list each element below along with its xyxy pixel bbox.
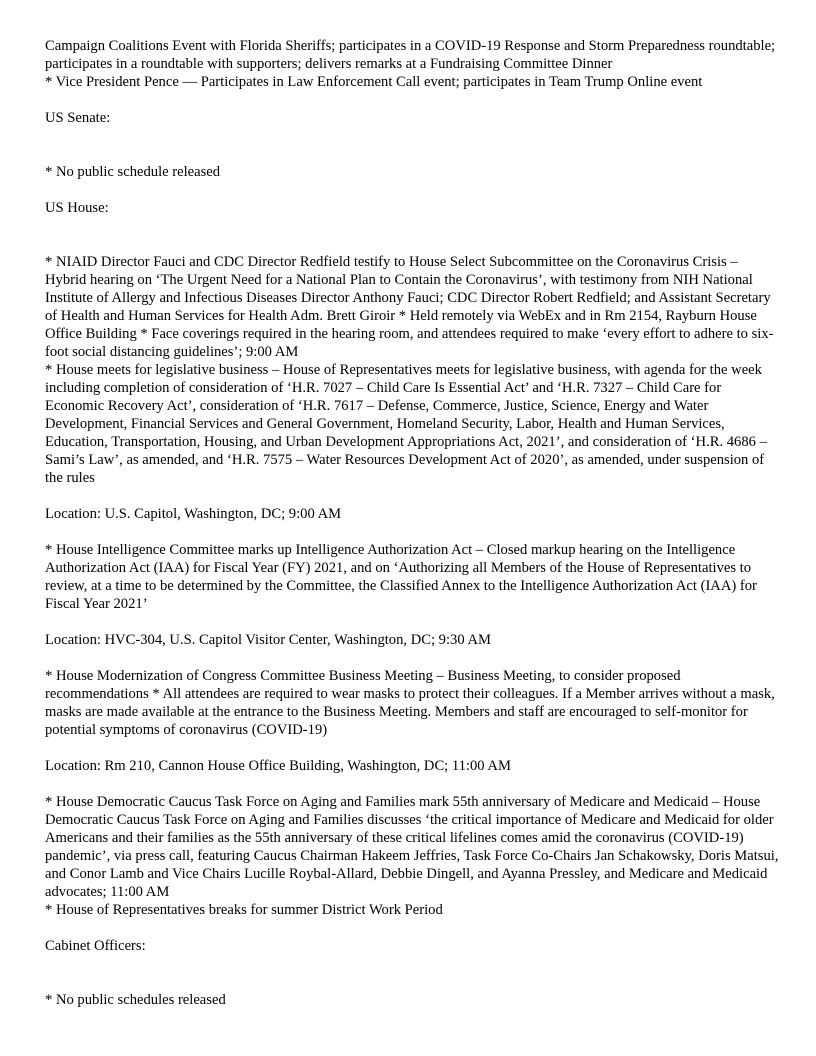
cabinet-item: * No public schedules released: [45, 992, 226, 1008]
district-work-period-text: * House of Representatives breaks for summer District Work Period: [45, 902, 443, 918]
modernization-meeting-text: * House Modernization of Congress Committee Business Meeting – Business Meeting, to consider proposed recommendations * All attendees are required to wear masks to protect their colleagues. If a Member arrives without a mask, masks are made available at the entrance to the Business Meeting. Members and staff are encouraged to self-monitor for potential symptoms of coronavirus (COVID-19): [45, 668, 775, 738]
campaign-events-text: Campaign Coalitions Event with Florida Sheriffs; participates in a COVID-19 Response and Storm Preparedness roundtable; participates in a roundtable with supporters; delivers remarks at a Fundraising Committee Dinner: [45, 38, 776, 72]
house-items-group-2: [45, 793, 780, 919]
fauci-redfield-hearing-text: * NIAID Director Fauci and CDC Director Redfield testify to House Select Subcommittee on the Coronavirus Crisis – Hybrid hearing on ‘The Urgent Need for a National Plan to Contain the Coronavirus’, with testimony from NIH National Institute of Allergy and Infectious Diseases Director Anthony Fauci; CDC Director Robert Redfield; and Assistant Secretary of Health and Human Services for Health Adm. Brett Giroir * Held remotely via WebEx and in Rm 2154, Rayburn House Office Building * Face coverings required in the hearing room, and attendees required to make ‘every effort to adhere to six-foot social distancing guidelines’; 9:00 AM: [45, 254, 774, 360]
spacer: [45, 145, 780, 163]
cabinet-heading: Cabinet Officers:: [45, 938, 146, 954]
top-block: [45, 37, 780, 91]
medicare-anniversary-text: * House Democratic Caucus Task Force on Aging and Families mark 55th anniversary of Medicare and Medicaid – House Democratic Caucus Task Force on Aging and Families discusses ‘the critical importance of Medicare and Medicaid for older Americans and their families as the 55th anniversary of these critical lifelines comes amid the coronavirus (COVID-19) pandemic’, via press call, featuring Caucus Chairman Hakeem Jeffries, Task Force Co-Chairs Jan Schakowsky, Doris Matsui, and Conor Lamb and Vice Chairs Lucille Roybal-Allard, Debbie Dingell, and Ayanna Pressley, and Medicare and Medicaid advocates; 11:00 AM: [45, 794, 779, 900]
vice-president-schedule-text: * Vice President Pence — Participates in Law Enforcement Call event; participates in Team Trump Online event: [45, 74, 703, 90]
spacer: [45, 235, 780, 253]
location-hvc: Location: HVC-304, U.S. Capitol Visitor Center, Washington, DC; 9:30 AM: [45, 632, 491, 648]
document-page: [45, 37, 780, 1027]
spacer: [45, 973, 780, 991]
location-cannon: Location: Rm 210, Cannon House Office Building, Washington, DC; 11:00 AM: [45, 758, 511, 774]
location-capitol: Location: U.S. Capitol, Washington, DC; 9:00 AM: [45, 506, 342, 522]
senate-heading: US Senate:: [45, 110, 111, 126]
house-legislative-business-text: * House meets for legislative business – House of Representatives meets for legislative business, with agenda for the week including completion of consideration of ‘H.R. 7027 – Child Care Is Essential Act’ and ‘H.R. 7327 – Child Care for Economic Recovery Act’, consideration of ‘H.R. 7617 – Defense, Commerce, Justice, Science, Energy and Water Development, Financial Services and General Government, Homeland Security, Labor, Health and Human Services, Education, Transportation, Housing, and Urban Development Appropriations Act, 2021’, and consideration of ‘H.R. 4686 – Sami’s Law’, as amended, and ‘H.R. 7575 – Water Resources Development Act of 2020’, as amended, under suspension of the rules: [45, 362, 767, 486]
house-heading: US House:: [45, 200, 109, 216]
house-items-group-1: [45, 253, 780, 487]
intelligence-markup-text: * House Intelligence Committee marks up Intelligence Authorization Act – Closed markup hearing on the Intelligence Authorization Act (IAA) for Fiscal Year (FY) 2021, and on ‘Authorizing all Members of the House of Representatives to review, at a time to be determined by the Committee, the Classified Annex to the Intelligence Authorization Act (IAA) for Fiscal Year 2021’: [45, 542, 757, 612]
senate-item: * No public schedule released: [45, 164, 221, 180]
